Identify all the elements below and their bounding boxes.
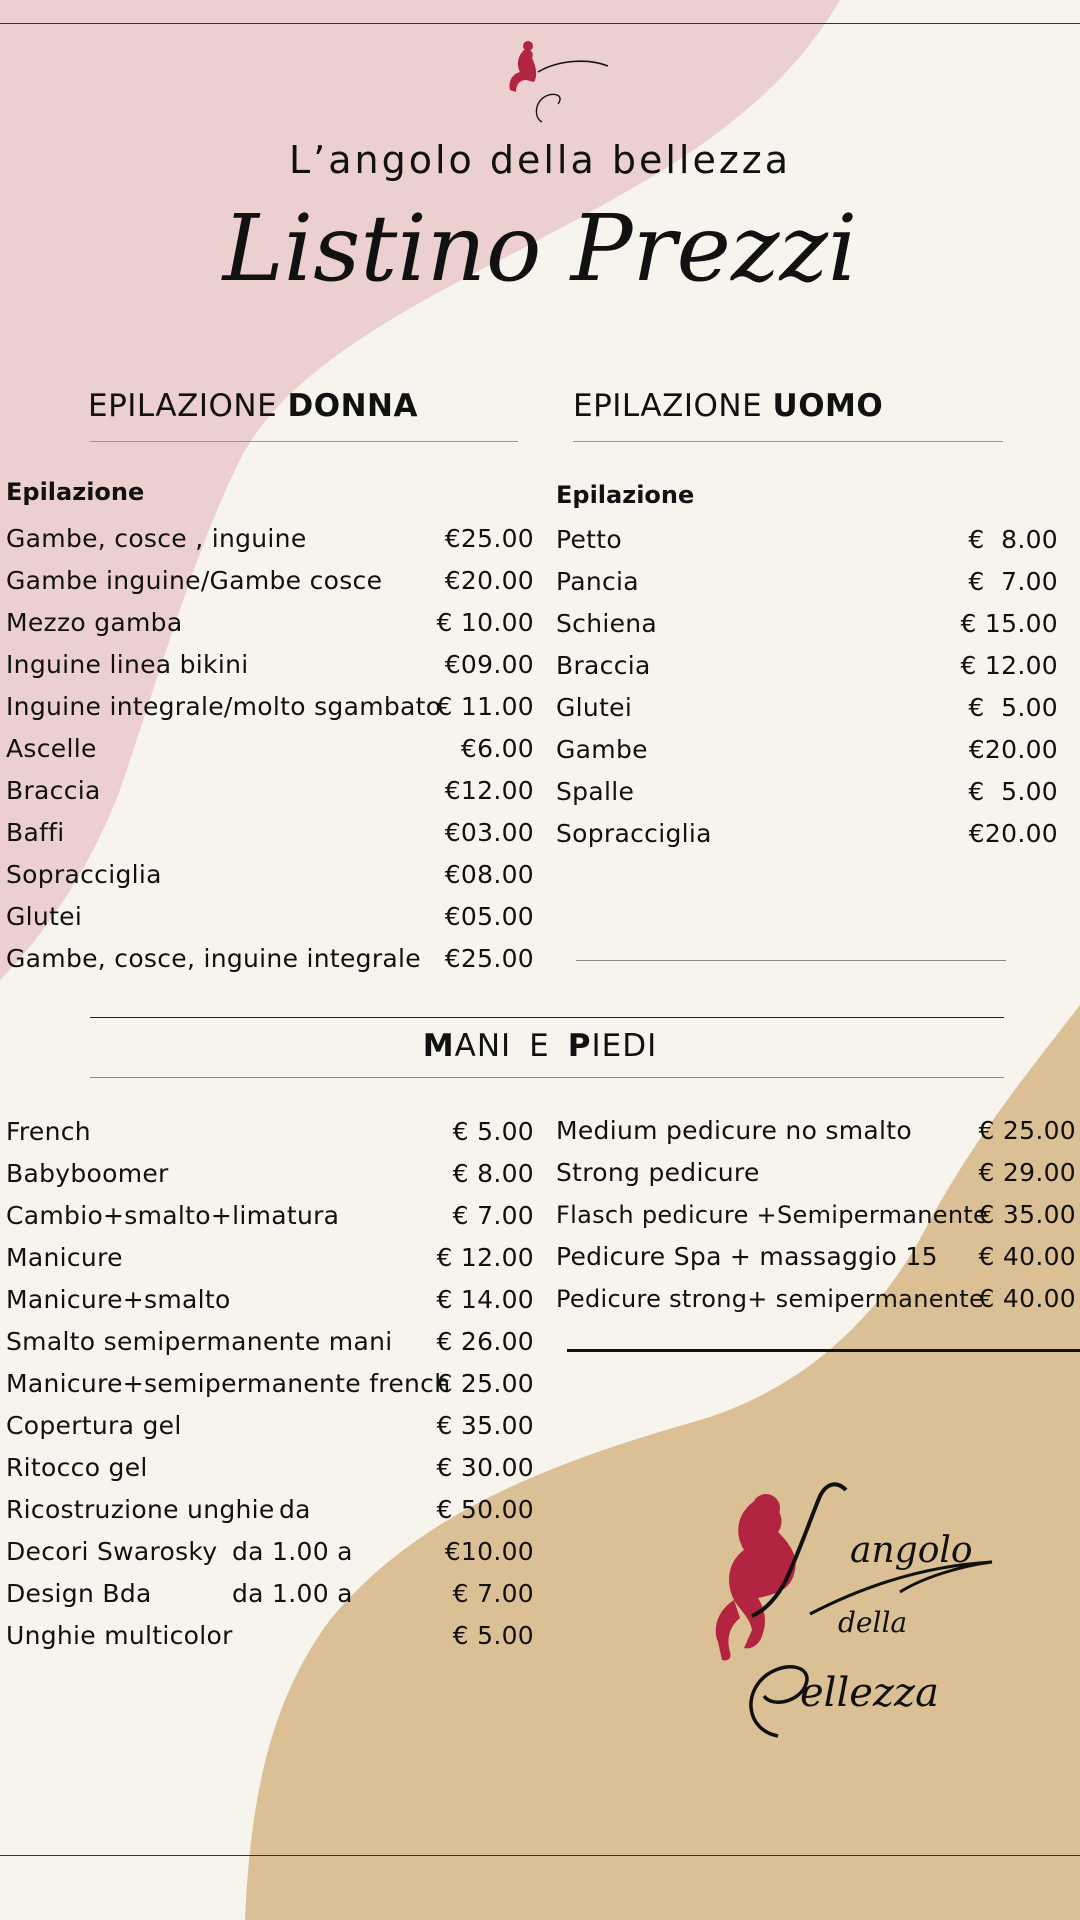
list-item	[6, 771, 534, 811]
item-name: Strong pedicure	[556, 1158, 760, 1187]
large-logo-text-3: ellezza	[800, 1670, 939, 1716]
large-logo-text-1: angolo	[850, 1530, 973, 1571]
list-item	[556, 814, 1058, 854]
woman-silhouette-icon	[716, 1494, 796, 1661]
item-name: Pedicure strong+ semipermanente	[556, 1285, 985, 1313]
item-name: Sopracciglia	[556, 819, 712, 848]
item-name: Unghie multicolor	[6, 1621, 233, 1650]
list-item	[6, 1532, 534, 1572]
item-price: € 5.00	[968, 693, 1058, 722]
list-item	[6, 729, 534, 769]
item-name: Decori Swarosky	[6, 1537, 218, 1566]
item-price: € 26.00	[436, 1327, 534, 1356]
item-price: € 8.00	[452, 1159, 534, 1188]
item-price: € 8.00	[968, 525, 1058, 554]
item-name: Copertura gel	[6, 1411, 182, 1440]
item-name: Glutei	[556, 693, 633, 722]
list-item	[556, 520, 1058, 560]
item-name: Gambe	[556, 735, 648, 764]
donna-heading-bold: DONNA	[287, 388, 418, 424]
item-price: €6.00	[460, 734, 534, 763]
item-price: €08.00	[444, 860, 534, 889]
small-logo	[498, 30, 618, 125]
list-item	[6, 1238, 534, 1278]
list-item	[6, 1280, 534, 1320]
item-price: €12.00	[444, 776, 534, 805]
item-price: €20.00	[968, 819, 1058, 848]
list-item	[556, 1237, 1076, 1277]
heading-e: E	[529, 1028, 550, 1064]
list-item	[6, 1112, 534, 1152]
list-item	[556, 604, 1058, 644]
page-title: L’angolo della bellezza	[288, 138, 792, 182]
logo-mark	[498, 30, 618, 125]
item-name: Babyboomer	[6, 1159, 169, 1188]
item-price: €03.00	[444, 818, 534, 847]
item-name: Baffi	[6, 818, 65, 847]
item-price: €10.00	[444, 1537, 534, 1566]
listino-title: Listino Prezzi	[222, 195, 858, 302]
list-item	[6, 1196, 534, 1236]
item-name: Braccia	[556, 651, 651, 680]
list-item	[556, 1111, 1076, 1151]
item-price: € 7.00	[452, 1579, 534, 1608]
item-price: € 11.00	[436, 692, 534, 721]
item-name: French	[6, 1117, 91, 1146]
uomo-heading-prefix: EPILAZIONE	[573, 388, 773, 424]
list-item	[6, 603, 534, 643]
mani-piedi-bottom-rule	[90, 1077, 1004, 1078]
item-name: Petto	[556, 525, 622, 554]
mani-piedi-top-rule	[90, 1017, 1004, 1018]
list-item	[556, 688, 1058, 728]
list-item	[556, 1195, 1076, 1235]
bottom-rule	[0, 1855, 1080, 1856]
item-price: € 12.00	[436, 1243, 534, 1272]
item-name: Gambe, cosce , inguine	[6, 524, 307, 553]
list-item	[6, 645, 534, 685]
list-item	[556, 562, 1058, 602]
item-price: € 35.00	[978, 1200, 1076, 1229]
list-item	[6, 1448, 534, 1488]
heading-ani: ANI	[454, 1028, 512, 1064]
list-item	[6, 561, 534, 601]
item-price: €20.00	[968, 735, 1058, 764]
item-name: Glutei	[6, 902, 83, 931]
list-item	[6, 1406, 534, 1446]
item-name: Inguine integrale/molto sgambato	[6, 692, 442, 721]
item-price: € 12.00	[960, 651, 1058, 680]
item-price: € 5.00	[452, 1621, 534, 1650]
list-item	[556, 1153, 1076, 1193]
item-name: Flasch pedicure +Semipermanente	[556, 1201, 989, 1229]
donna-group-label: Epilazione	[6, 478, 145, 506]
item-name: Ricostruzione unghie	[6, 1495, 275, 1524]
item-price: € 40.00	[978, 1242, 1076, 1271]
item-name: Braccia	[6, 776, 101, 805]
item-name: Inguine linea bikini	[6, 650, 249, 679]
item-price: € 7.00	[452, 1201, 534, 1230]
item-price: €09.00	[444, 650, 534, 679]
large-logo-text-2: della	[838, 1606, 908, 1639]
list-item	[556, 646, 1058, 686]
list-item	[6, 1154, 534, 1194]
list-item	[6, 1322, 534, 1362]
item-note: da 1.00 a	[232, 1537, 353, 1566]
uomo-end-rule	[576, 960, 1006, 961]
donna-heading-rule	[90, 441, 518, 442]
item-price: € 10.00	[436, 608, 534, 637]
uomo-heading-rule	[573, 441, 1003, 442]
item-name: Spalle	[556, 777, 635, 806]
item-name: Gambe, cosce, inguine integrale	[6, 944, 421, 973]
piedi-end-rule	[567, 1349, 1080, 1352]
item-price: € 25.00	[436, 1369, 534, 1398]
item-name: Pedicure Spa + massaggio 15	[556, 1242, 938, 1271]
item-name: Mezzo gamba	[6, 608, 183, 637]
item-price: €25.00	[444, 944, 534, 973]
large-logo	[660, 1470, 1010, 1750]
item-name: Gambe inguine/Gambe cosce	[6, 566, 383, 595]
item-price: € 14.00	[436, 1285, 534, 1314]
list-item	[6, 855, 534, 895]
donna-heading-prefix: EPILAZIONE	[88, 388, 288, 424]
top-rule	[0, 23, 1080, 24]
item-name: Ascelle	[6, 734, 97, 763]
item-price: €05.00	[444, 902, 534, 931]
list-item	[556, 772, 1058, 812]
item-price: € 30.00	[436, 1453, 534, 1482]
heading-m: M	[422, 1028, 455, 1064]
item-price: € 7.00	[968, 567, 1058, 596]
uomo-group-label: Epilazione	[556, 481, 695, 509]
list-item	[556, 1279, 1076, 1319]
item-name: Smalto semipermanente mani	[6, 1327, 393, 1356]
heading-iedi: IEDI	[591, 1028, 658, 1064]
item-note: da 1.00 a	[232, 1579, 353, 1608]
item-name: Schiena	[556, 609, 658, 638]
list-item	[6, 897, 534, 937]
item-name: Manicure+smalto	[6, 1285, 231, 1314]
list-item	[6, 1490, 534, 1530]
item-price: € 15.00	[960, 609, 1058, 638]
item-price: € 29.00	[978, 1158, 1076, 1187]
list-item	[6, 813, 534, 853]
mani-piedi-heading	[0, 1028, 1080, 1064]
list-item	[556, 730, 1058, 770]
item-price: € 35.00	[436, 1411, 534, 1440]
item-name: Sopracciglia	[6, 860, 162, 889]
item-name: Pancia	[556, 567, 639, 596]
uomo-heading-bold: UOMO	[772, 388, 884, 424]
list-item	[6, 687, 534, 727]
list-item	[6, 1616, 534, 1656]
heading-p: P	[567, 1028, 592, 1064]
donna-heading	[88, 388, 418, 424]
item-price: €25.00	[444, 524, 534, 553]
item-name: Design Bda	[6, 1579, 152, 1608]
item-price: € 5.00	[968, 777, 1058, 806]
item-price: € 5.00	[452, 1117, 534, 1146]
list-item	[6, 519, 534, 559]
item-price: € 50.00	[436, 1495, 534, 1524]
item-name: Cambio+smalto+limatura	[6, 1201, 340, 1230]
item-name: Medium pedicure no smalto	[556, 1116, 912, 1145]
uomo-heading	[573, 388, 883, 424]
list-item	[6, 1364, 534, 1404]
item-name: Manicure+semipermanente french	[6, 1369, 451, 1398]
item-price: € 40.00	[978, 1284, 1076, 1313]
list-item	[6, 1574, 534, 1614]
item-name: Manicure	[6, 1243, 123, 1272]
list-item	[6, 939, 534, 979]
item-price: € 25.00	[978, 1116, 1076, 1145]
item-name: Ritocco gel	[6, 1453, 148, 1482]
item-note: da	[279, 1495, 311, 1524]
item-price: €20.00	[444, 566, 534, 595]
